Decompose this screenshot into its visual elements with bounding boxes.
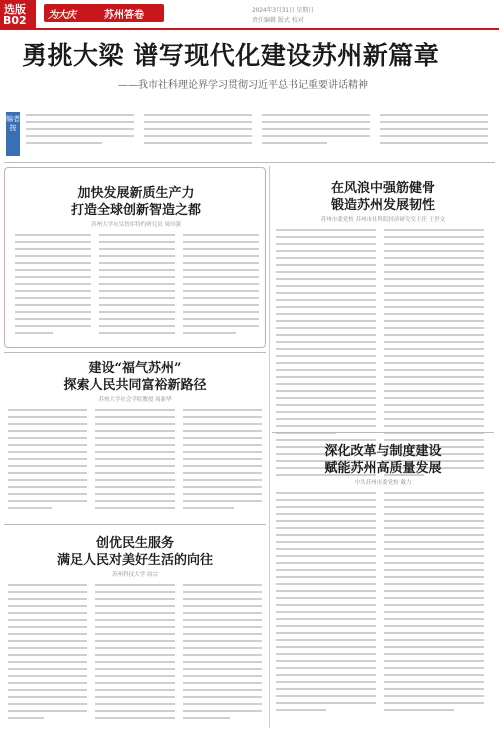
section-tag-page: B02 — [3, 14, 27, 27]
article-body — [15, 234, 259, 339]
article-new-productivity — [4, 167, 266, 348]
article-byline: 苏州市委党校 苏州市社科院经济研究室主任 王世文 — [320, 217, 446, 223]
divider — [272, 432, 494, 433]
issue-date: 2024年3月31日 星期日 — [252, 7, 314, 14]
divider — [4, 524, 266, 525]
article-title-line1: 建设“福气苏州” — [88, 361, 182, 376]
article-title-line1: 创优民生服务 — [95, 536, 174, 551]
article-fortune-suzhou — [4, 355, 266, 520]
article-title-line2: 探索人民共同富裕新路径 — [63, 378, 207, 393]
editor-line: 责任编辑 版式 校对 — [252, 17, 304, 24]
article-byline: 苏州科技大学 周宗 — [112, 572, 158, 578]
article-body — [8, 584, 262, 724]
header-rule — [0, 28, 499, 30]
editor-note-badge: 编者按 — [6, 112, 20, 156]
section-tag — [0, 0, 36, 28]
article-byline: 中共苏州市委党校 戴力 — [354, 480, 412, 486]
article-title-line2: 打造全球创新智造之都 — [70, 203, 201, 218]
article-reform — [272, 436, 494, 726]
article-livelihood — [4, 528, 266, 728]
page-header — [0, 0, 499, 28]
divider — [4, 352, 266, 353]
column-divider — [269, 166, 270, 728]
page-subhead: ——我市社科理论界学习贯彻习近平总书记重要讲话精神 — [118, 80, 368, 91]
article-byline: 苏州大学东吴智库特约研究员 周玲强 — [91, 222, 181, 228]
article-title-line1: 深化改革与制度建设 — [324, 444, 442, 459]
article-body — [8, 409, 262, 514]
intro-divider — [4, 162, 495, 163]
article-body — [276, 492, 490, 716]
page-headline: 勇挑大梁 谱写现代化建设苏州新篇章 — [22, 41, 440, 70]
section-tag-top: 选版 — [4, 3, 26, 16]
column-brand — [44, 4, 164, 22]
article-title-line2: 锻造苏州发展韧性 — [330, 198, 435, 213]
article-title-line1: 加快发展新质生产力 — [77, 186, 195, 201]
brand-flair: 为大庆 — [48, 10, 75, 21]
article-byline: 苏州大学社会学院教授 周新华 — [98, 397, 172, 403]
article-title-line2: 满足人民对美好生活的向往 — [56, 553, 213, 568]
article-title-line1: 在风浪中强筋健骨 — [330, 181, 435, 196]
intro-text-block — [26, 114, 494, 149]
brand-label: 苏州答卷 — [104, 10, 144, 21]
article-title-line2: 赋能苏州高质量发展 — [324, 461, 442, 476]
